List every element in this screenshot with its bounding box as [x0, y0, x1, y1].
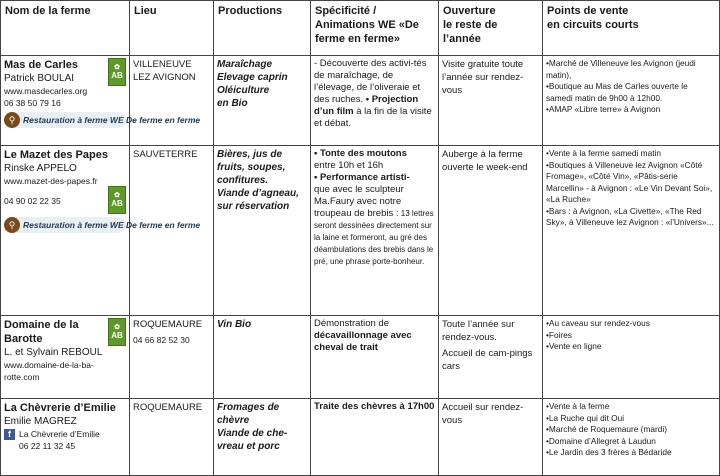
opening-cell: Toute l’année sur rendez-vous. Accueil de cam-pings cars — [439, 316, 543, 399]
header-farm-name: Nom de la ferme — [1, 1, 130, 56]
list-item: • Marché de Roquemaure (mardi) — [546, 424, 716, 436]
table-row — [1, 146, 720, 316]
productions-cell: Vin Bio — [214, 316, 311, 399]
farm-phone: 04 66 82 52 30 — [133, 335, 190, 345]
cutlery-icon: ⚲ — [4, 217, 20, 233]
location-cell: ROQUEMAURE — [130, 399, 214, 476]
farm-website[interactable]: www.mazet-des-papes.fr — [4, 176, 98, 186]
list-item: • Au caveau sur rendez-vous — [546, 318, 716, 330]
list-item: • AMAP «Libre terre» à Avignon — [546, 104, 716, 116]
header-location: Lieu — [130, 1, 214, 56]
location-cell: ROQUEMAURE 04 66 82 52 30 — [130, 316, 214, 399]
organic-label-icon: ✿ AB — [108, 58, 126, 86]
list-item: • La Ruche qui dit Oui — [546, 413, 716, 425]
location-cell: VILLENEUVE LEZ AVIGNON — [130, 56, 214, 146]
header-sales-points: Points de vente en circuits courts — [543, 1, 720, 56]
table-row — [1, 56, 720, 146]
list-item: • Le Jardin des 3 frères à Bédaride — [546, 447, 716, 459]
list-item: • Vente à la ferme samedi matin — [546, 148, 716, 160]
cutlery-icon: ⚲ — [4, 112, 20, 128]
farm-name: Mas de Carles — [4, 59, 78, 71]
farm-name: La Chèvrerie d’Emilie — [4, 402, 116, 414]
specificity-cell: Démonstration de décavaillonnage avec cheval de trait — [311, 316, 439, 399]
header-specificity: Spécificité / Animations WE «De ferme en ferme» — [311, 1, 439, 56]
list-item: • Bars : à Avignon, «La Civette», «The Red Sky», à Villeneuve lez Avignon : «l’Univers»... — [546, 206, 716, 229]
list-item: • Boutique au Mas de Carles ouverte le samedi matin de 9h00 à 12h00. — [546, 81, 716, 104]
farm-cell — [1, 316, 130, 399]
opening-cell: Auberge à la ferme ouverte le week-end — [439, 146, 543, 316]
specificity-cell: • Tonte des moutons entre 10h et 16h • Performance artisti- que avec le sculpteur Ma.Faury avec notre troupeau de brebis : 13 lettres seront dessinées directement sur la laine et formeront, au gré des déambulations des brebis dans le pré, une phrase porte-bonheur. — [311, 146, 439, 316]
specificity-cell: Traite des chèvres à 17h00 — [311, 399, 439, 476]
table-row — [1, 399, 720, 476]
productions-cell: Maraîchage Elevage caprin Oléiculture en Bio — [214, 56, 311, 146]
farm-owner: Rinske APPELO — [4, 163, 77, 174]
farm-website[interactable]: www.domaine-de-la-ba-rotte.com — [4, 360, 94, 382]
farm-owner: Patrick BOULAI — [4, 73, 75, 84]
farm-phone: 04 90 02 22 35 — [4, 196, 61, 206]
list-item: • Domaine d’Allegret à Laudun — [546, 436, 716, 448]
list-item: • Foires — [546, 330, 716, 342]
organic-label-icon: ✿ AB — [108, 318, 126, 346]
table-row — [1, 316, 720, 399]
opening-cell: Visite gratuite toute l’année sur rendez-vous — [439, 56, 543, 146]
list-item: • Vente en ligne — [546, 341, 716, 353]
list-item: • Marché de Villeneuve les Avignon (jeudi matin), — [546, 58, 716, 81]
facebook-icon: f — [4, 429, 15, 440]
farm-name: Le Mazet des Papes — [4, 149, 108, 161]
list-item: • Boutiques à Villeneuve lez Avignon «Côté Fromage», «Côté Vin», «Pâtis-serie Marcellin» - à Avignon : «Le Vin Devant Soi», «La Ruche» — [546, 160, 716, 206]
sales-points-cell — [543, 56, 720, 146]
farm-phone: 06 22 11 32 45 — [19, 441, 76, 451]
specificity-cell: - Découverte des activi-tés de maraîchage, de l’élevage, de l’oliveraie et des ruches. • Projection d’un film à la fin de la visite et débat. — [311, 56, 439, 146]
farm-phone: 06 38 50 79 16 — [4, 98, 61, 108]
farm-name: Domaine de la Barotte — [4, 319, 79, 345]
restaurant-badge: ⚲ Restauration à ferme WE De ferme en ferme — [4, 112, 126, 128]
organic-label-icon: ✿ AB — [108, 186, 126, 214]
farm-owner: L. et Sylvain REBOUL — [4, 347, 103, 358]
farm-cell — [1, 399, 130, 476]
farm-website[interactable]: www.masdecarles.org — [4, 86, 88, 96]
opening-cell: Accueil sur rendez-vous — [439, 399, 543, 476]
header-productions: Productions — [214, 1, 311, 56]
header-row — [1, 1, 720, 56]
sales-points-cell — [543, 399, 720, 476]
facebook-link[interactable]: f La Chèvrerie d’Emilie — [4, 428, 126, 440]
farm-owner: Emilie MAGREZ — [4, 416, 77, 427]
productions-cell: Bières, jus de fruits, soupes, confitures. Viande d’agneau, sur réservation — [214, 146, 311, 316]
header-opening: Ouverture le reste de l’année — [439, 1, 543, 56]
restaurant-badge: ⚲ Restauration à ferme WE De ferme en ferme — [4, 217, 126, 233]
location-cell: SAUVETERRE — [130, 146, 214, 316]
list-item: • Vente à la ferme — [546, 401, 716, 413]
productions-cell: Fromages de chèvre Viande de che- vreau et porc — [214, 399, 311, 476]
sales-points-cell — [543, 146, 720, 316]
sales-points-cell — [543, 316, 720, 399]
